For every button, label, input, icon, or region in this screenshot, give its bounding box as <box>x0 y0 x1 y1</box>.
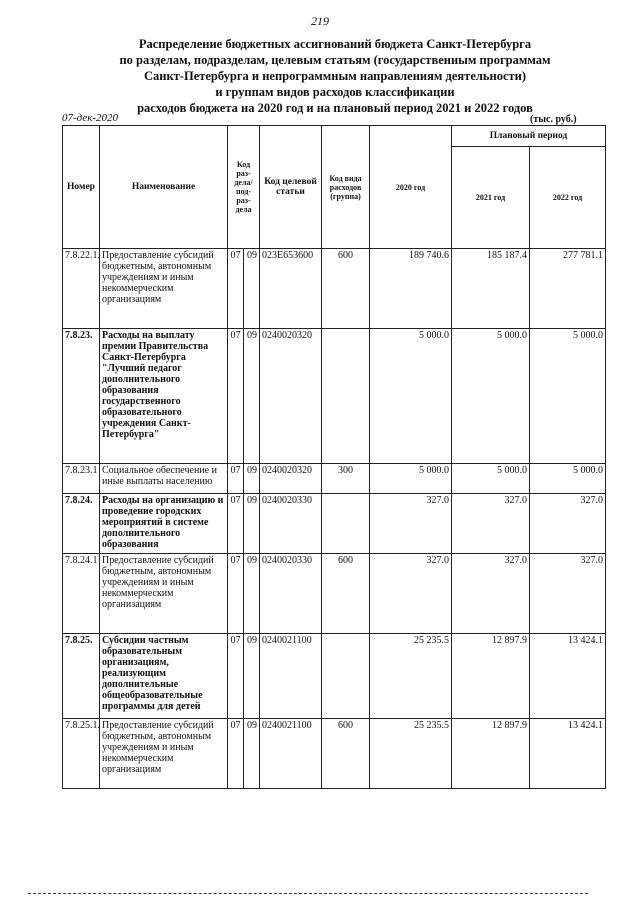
header-2021: 2021 год <box>452 147 530 249</box>
subsection-code: 09 <box>244 464 260 494</box>
row-number: 7.8.25. <box>63 634 100 719</box>
row-number: 7.8.22.1. <box>63 249 100 329</box>
value-2021: 5 000.0 <box>452 329 530 464</box>
row-name: Предоставление субсидий бюджетным, автономным учреждениям и иным некоммерческим организациям <box>100 249 228 329</box>
expense-code: 600 <box>322 719 370 789</box>
row-number: 7.8.24. <box>63 494 100 554</box>
value-2020: 25 235.5 <box>370 634 452 719</box>
header-section: Код раз-дела/ под-раз-дела <box>228 126 260 249</box>
title-line: по разделам, подразделам, целевым статьям (государственным программам <box>119 53 551 67</box>
value-2022: 5 000.0 <box>530 329 606 464</box>
subsection-code: 09 <box>244 329 260 464</box>
subsection-code: 09 <box>244 494 260 554</box>
value-2021: 5 000.0 <box>452 464 530 494</box>
table-row <box>63 494 606 554</box>
expense-code <box>322 494 370 554</box>
row-name: Расходы на выплату премии Правительства Санкт-Петербурга "Лучший педагог дополнительного образования государственного образовательного учреждения Санкт-Петербурга" <box>100 329 228 464</box>
title-line: и группам видов расходов классификации <box>215 85 455 99</box>
value-2020: 189 740.6 <box>370 249 452 329</box>
row-name: Социальное обеспечение и иные выплаты населению <box>100 464 228 494</box>
header-target: Код целевой статьи <box>260 126 322 249</box>
value-2021: 12 897.9 <box>452 719 530 789</box>
title-line: Санкт-Петербурга и непрограммным направлениям деятельности) <box>143 69 526 83</box>
value-2021: 185 187.4 <box>452 249 530 329</box>
row-name: Предоставление субсидий бюджетным, автономным учреждениям и иным некоммерческим организациям <box>100 719 228 789</box>
table-row <box>63 249 606 329</box>
value-2022: 13 424.1 <box>530 719 606 789</box>
target-code: 0240020330 <box>260 554 322 634</box>
target-code: 0240020320 <box>260 464 322 494</box>
header-2022: 2022 год <box>530 147 606 249</box>
value-2021: 12 897.9 <box>452 634 530 719</box>
expense-code <box>322 329 370 464</box>
section-code: 07 <box>228 719 244 789</box>
header-number: Номер <box>63 126 100 249</box>
expense-code: 600 <box>322 249 370 329</box>
table-row <box>63 719 606 789</box>
section-code: 07 <box>228 494 244 554</box>
document-title <box>40 36 630 116</box>
value-2020: 327.0 <box>370 554 452 634</box>
expense-code: 300 <box>322 464 370 494</box>
table-row <box>63 554 606 634</box>
value-2021: 327.0 <box>452 554 530 634</box>
row-name: Предоставление субсидий бюджетным, автономным учреждениям и иным некоммерческим организациям <box>100 554 228 634</box>
value-2022: 277 781.1 <box>530 249 606 329</box>
value-2021: 327.0 <box>452 494 530 554</box>
value-2020: 5 000.0 <box>370 464 452 494</box>
header-2020: 2020 год <box>370 126 452 249</box>
page-number: 219 <box>311 14 329 28</box>
value-2022: 5 000.0 <box>530 464 606 494</box>
section-code: 07 <box>228 554 244 634</box>
value-2022: 13 424.1 <box>530 634 606 719</box>
row-number: 7.8.23. <box>63 329 100 464</box>
title-line: расходов бюджета на 2020 год и на плановый период 2021 и 2022 годов <box>137 101 533 115</box>
budget-table <box>62 125 606 789</box>
row-number: 7.8.25.1. <box>63 719 100 789</box>
target-code: 0240021100 <box>260 634 322 719</box>
table-row <box>63 464 606 494</box>
units-label: (тыс. руб.) <box>530 114 577 125</box>
value-2022: 327.0 <box>530 494 606 554</box>
title-line: Распределение бюджетных ассигнований бюджета Санкт-Петербурга <box>138 37 532 51</box>
section-code: 07 <box>228 464 244 494</box>
target-code: 023Е653600 <box>260 249 322 329</box>
subsection-code: 09 <box>244 249 260 329</box>
value-2020: 25 235.5 <box>370 719 452 789</box>
expense-code <box>322 634 370 719</box>
row-name: Субсидии частным образовательным организациям, реализующим дополнительные общеобразовательные программы для детей <box>100 634 228 719</box>
header-expense-type: Код вида расходов (группа) <box>322 126 370 249</box>
value-2020: 5 000.0 <box>370 329 452 464</box>
value-2022: 327.0 <box>530 554 606 634</box>
row-number: 7.8.24.1 <box>63 554 100 634</box>
target-code: 0240021100 <box>260 719 322 789</box>
value-2020: 327.0 <box>370 494 452 554</box>
target-code: 0240020320 <box>260 329 322 464</box>
subsection-code: 09 <box>244 554 260 634</box>
row-number: 7.8.23.1 <box>63 464 100 494</box>
section-code: 07 <box>228 634 244 719</box>
subsection-code: 09 <box>244 719 260 789</box>
table-row <box>63 634 606 719</box>
section-code: 07 <box>228 249 244 329</box>
target-code: 0240020330 <box>260 494 322 554</box>
section-code: 07 <box>228 329 244 464</box>
row-name: Расходы на организацию и проведение городских мероприятий в системе дополнительного образования <box>100 494 228 554</box>
expense-code: 600 <box>322 554 370 634</box>
document-date: 07-дек-2020 <box>62 112 119 124</box>
header-planned-period: Плановый период <box>452 126 606 147</box>
footer-line <box>28 893 588 896</box>
header-name: Наименование <box>100 126 228 249</box>
table-row <box>63 329 606 464</box>
subsection-code: 09 <box>244 634 260 719</box>
